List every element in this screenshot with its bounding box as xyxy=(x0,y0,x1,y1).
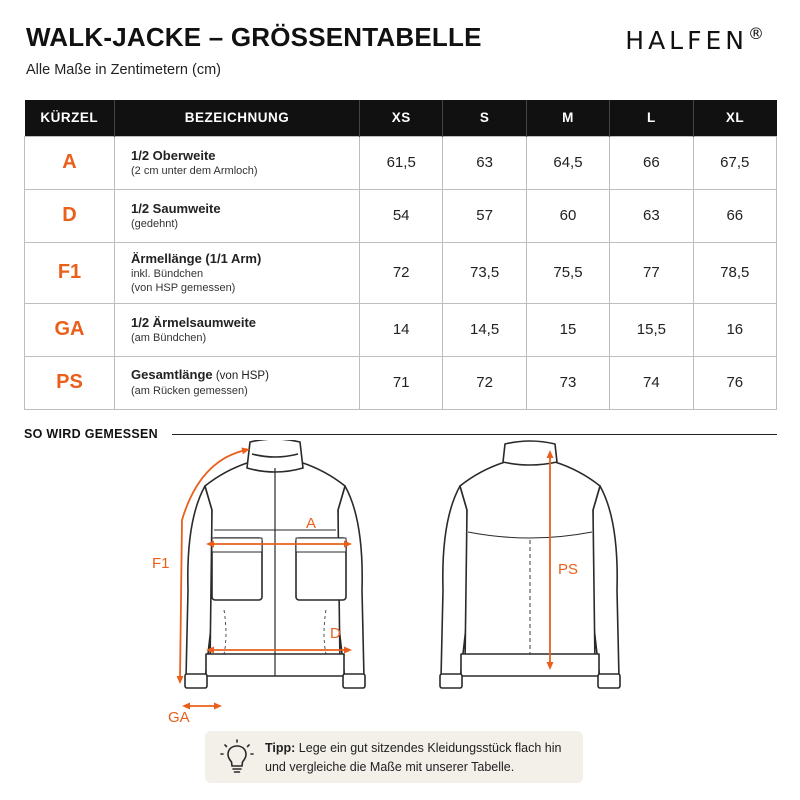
header-cell-l: L xyxy=(610,100,693,136)
measure-note: inkl. Bündchen xyxy=(131,267,204,280)
table-row xyxy=(25,356,777,409)
tip-label: Tipp: xyxy=(265,741,296,755)
table-row xyxy=(25,189,777,242)
measure-name-suffix: (von HSP) xyxy=(212,370,269,382)
d-label: D xyxy=(330,625,341,642)
value-xs: 72 xyxy=(360,242,443,303)
brand-logo xyxy=(625,24,764,55)
brand-name: HALFEN xyxy=(625,26,748,55)
measure-description xyxy=(115,356,360,409)
value-s: 14,5 xyxy=(443,303,526,356)
value-l: 77 xyxy=(610,242,693,303)
ps-label: PS xyxy=(558,561,579,578)
tip-text xyxy=(265,739,580,777)
measure-code: D xyxy=(25,189,115,242)
value-xl: 66 xyxy=(693,189,776,242)
tip-box xyxy=(205,731,583,783)
measure-description xyxy=(115,303,360,356)
measurement-illustration xyxy=(0,440,800,730)
measure-note: (am Rücken gemessen) xyxy=(131,385,248,397)
table-row xyxy=(25,136,777,189)
measure-note: (von HSP gemessen) xyxy=(131,281,236,294)
value-s: 57 xyxy=(443,189,526,242)
value-xs: 61,5 xyxy=(360,136,443,189)
value-xs: 71 xyxy=(360,356,443,409)
value-l: 63 xyxy=(610,189,693,242)
measure-description xyxy=(115,242,360,303)
value-m: 64,5 xyxy=(526,136,609,189)
value-l: 74 xyxy=(610,356,693,409)
header-cell-code: KÜRZEL xyxy=(25,100,115,136)
measure-description xyxy=(115,189,360,242)
f1-label: F1 xyxy=(152,555,170,572)
value-l: 15,5 xyxy=(610,303,693,356)
value-s: 73,5 xyxy=(443,242,526,303)
value-m: 75,5 xyxy=(526,242,609,303)
jacket-back-drawing xyxy=(440,441,620,688)
measure-note: (2 cm unter dem Armloch) xyxy=(131,164,258,177)
measure-name: Ärmellänge (1/1 Arm) xyxy=(131,250,262,266)
value-m: 73 xyxy=(526,356,609,409)
measure-code: A xyxy=(25,136,115,189)
value-m: 15 xyxy=(526,303,609,356)
value-l: 66 xyxy=(610,136,693,189)
ga-label: GA xyxy=(168,709,190,726)
value-xs: 14 xyxy=(360,303,443,356)
value-s: 63 xyxy=(443,136,526,189)
value-xl: 76 xyxy=(693,356,776,409)
measure-note: (am Bündchen) xyxy=(131,331,207,344)
size-table xyxy=(24,100,777,410)
section-title: SO WIRD GEMESSEN xyxy=(24,427,158,441)
value-xs: 54 xyxy=(360,189,443,242)
header-cell-xs: XS xyxy=(360,100,443,136)
measure-name: 1/2 Ärmelsaumweite xyxy=(131,314,257,330)
header-cell-s: S xyxy=(443,100,526,136)
page-subtitle: Alle Maße in Zentimetern (cm) xyxy=(26,62,221,78)
measure-note: (gedehnt) xyxy=(131,217,179,230)
value-xl: 16 xyxy=(693,303,776,356)
lightbulb-icon xyxy=(219,739,255,775)
measure-code: PS xyxy=(25,356,115,409)
table-row xyxy=(25,242,777,303)
table-row xyxy=(25,303,777,356)
value-xl: 78,5 xyxy=(693,242,776,303)
value-xl: 67,5 xyxy=(693,136,776,189)
value-s: 72 xyxy=(443,356,526,409)
tip-line-1: Lege ein gut sitzendes Kleidungsstück flach hin xyxy=(295,741,562,755)
header-cell-name: BEZEICHNUNG xyxy=(115,100,360,136)
tip-line-2: und vergleiche die Maße mit unserer Tabelle. xyxy=(265,760,515,774)
measure-code: F1 xyxy=(25,242,115,303)
page-title: WALK-JACKE – GRÖSSENTABELLE xyxy=(26,22,482,52)
measure-description xyxy=(115,136,360,189)
registered-mark: ® xyxy=(748,24,764,43)
measure-name: Gesamtlänge xyxy=(131,367,213,382)
measure-name: 1/2 Oberweite xyxy=(131,147,216,163)
header-cell-m: M xyxy=(526,100,609,136)
a-label: A xyxy=(306,515,317,532)
header-cell-xl: XL xyxy=(693,100,776,136)
measure-name: 1/2 Saumweite xyxy=(131,200,221,216)
measure-name-wrap xyxy=(131,367,359,384)
measure-code: GA xyxy=(25,303,115,356)
value-m: 60 xyxy=(526,189,609,242)
table-header-row xyxy=(25,100,777,136)
section-divider xyxy=(172,434,777,435)
